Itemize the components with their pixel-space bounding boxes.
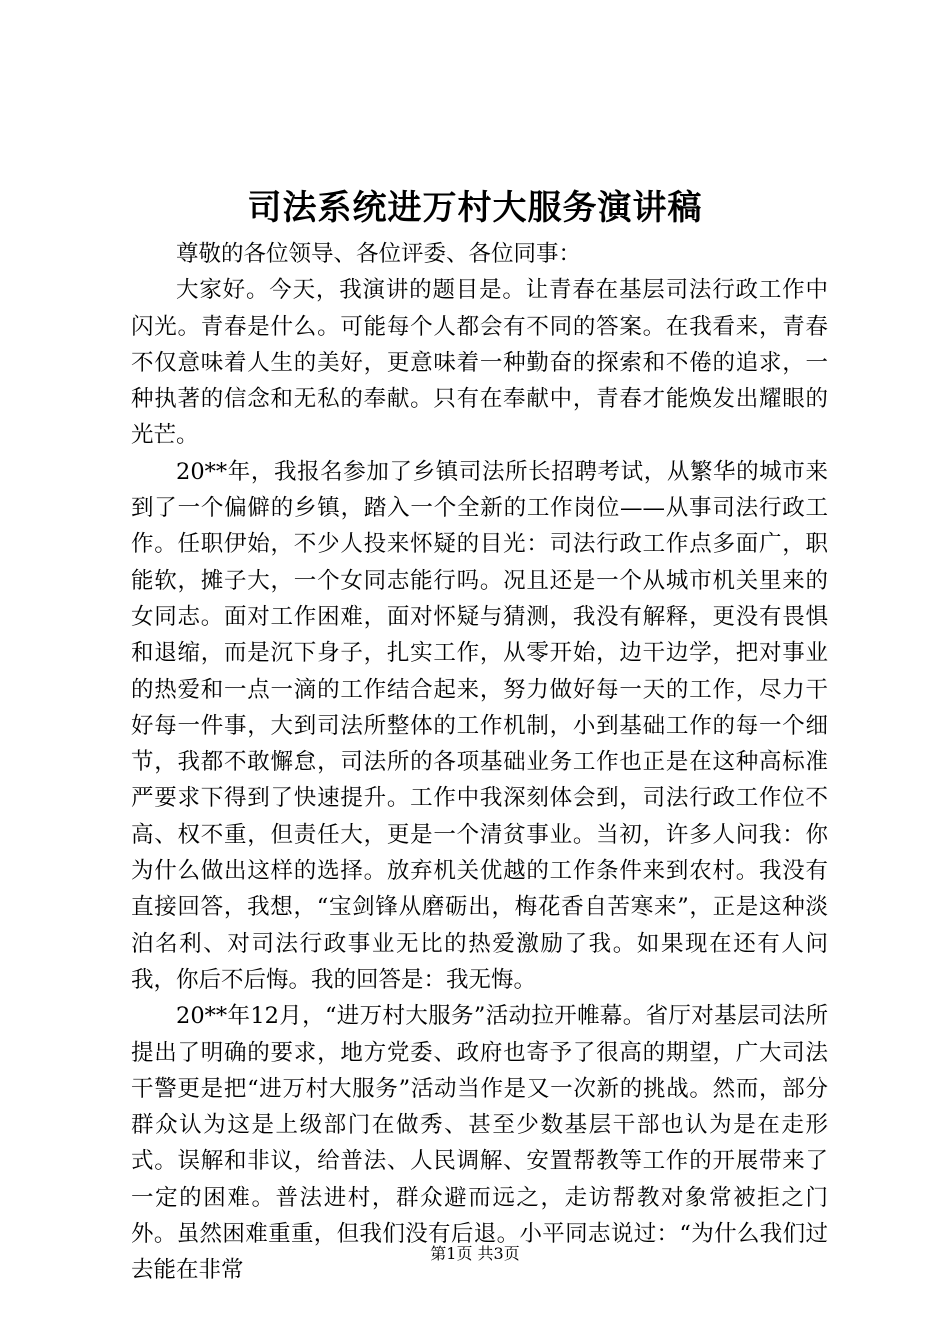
document-body: [131, 236, 828, 1289]
paragraph-campaign: 20**年12月，“进万村大服务”活动拉开帷幕。省厅对基层司法所提出了明确的要求，地方党委、政府也寄予了很高的期望，广大司法干警更是把“进万村大服务”活动当作是又一次新的挑战。然而，部分群众认为这是上级部门在做秀、甚至少数基层干部也认为是在走形式。误解和非议，给普法、人民调解、安置帮教等工作的开展带来了一定的困难。普法进村，群众避而远之，走访帮教对象常被拒之门外。虽然困难重重，但我们没有后退。小平同志说过：“为什么我们过去能在非常: [131, 1003, 828, 1284]
paragraph-salutation: 尊敬的各位领导、各位评委、各位同事：: [176, 241, 582, 267]
paragraph-career: 20**年，我报名参加了乡镇司法所长招聘考试，从繁华的城市来到了一个偏僻的乡镇，踏入一个全新的工作岗位——从事司法行政工作。任职伊始，不少人投来怀疑的目光：司法行政工作点多面广，职能软，摊子大，一个女同志能行吗。况且还是一个从城市机关里来的女同志。面对工作困难，面对怀疑与猜测，我没有解释，更没有畏惧和退缩，而是沉下身子，扎实工作，从零开始，边干边学，把对事业的热爱和一点一滴的工作结合起来，努力做好每一天的工作，尽力干好每一件事，大到司法所整体的工作机制，小到基础工作的每一个细节，我都不敢懈怠，司法所的各项基础业务工作也正是在这种高标准严要求下得到了快速提升。工作中我深刻体会到，司法行政工作位不高、权不重，但责任大，更是一个清贫事业。当初，许多人问我：你为什么做出这样的选择。放弃机关优越的工作条件来到农村。我没有直接回答，我想，“宝剑锋从磨砺出，梅花香自苦寒来”，正是这种淡泊名利、对司法行政事业无比的热爱激励了我。如果现在还有人问我，你后不后悔。我的回答是：我无悔。: [131, 458, 828, 993]
document-title: 司法系统进万村大服务演讲稿: [247, 188, 703, 228]
paragraph-intro: 大家好。今天，我演讲的题目是。让青春在基层司法行政工作中闪光。青春是什么。可能每个人都会有不同的答案。在我看来，青春不仅意味着人生的美好，更意味着一种勤奋的探索和不倦的追求，一种执著的信念和无私的奉献。只有在奉献中，青春才能焕发出耀眼的光芒。: [131, 277, 828, 449]
page-footer: 第1页 共3页: [430, 1244, 520, 1263]
